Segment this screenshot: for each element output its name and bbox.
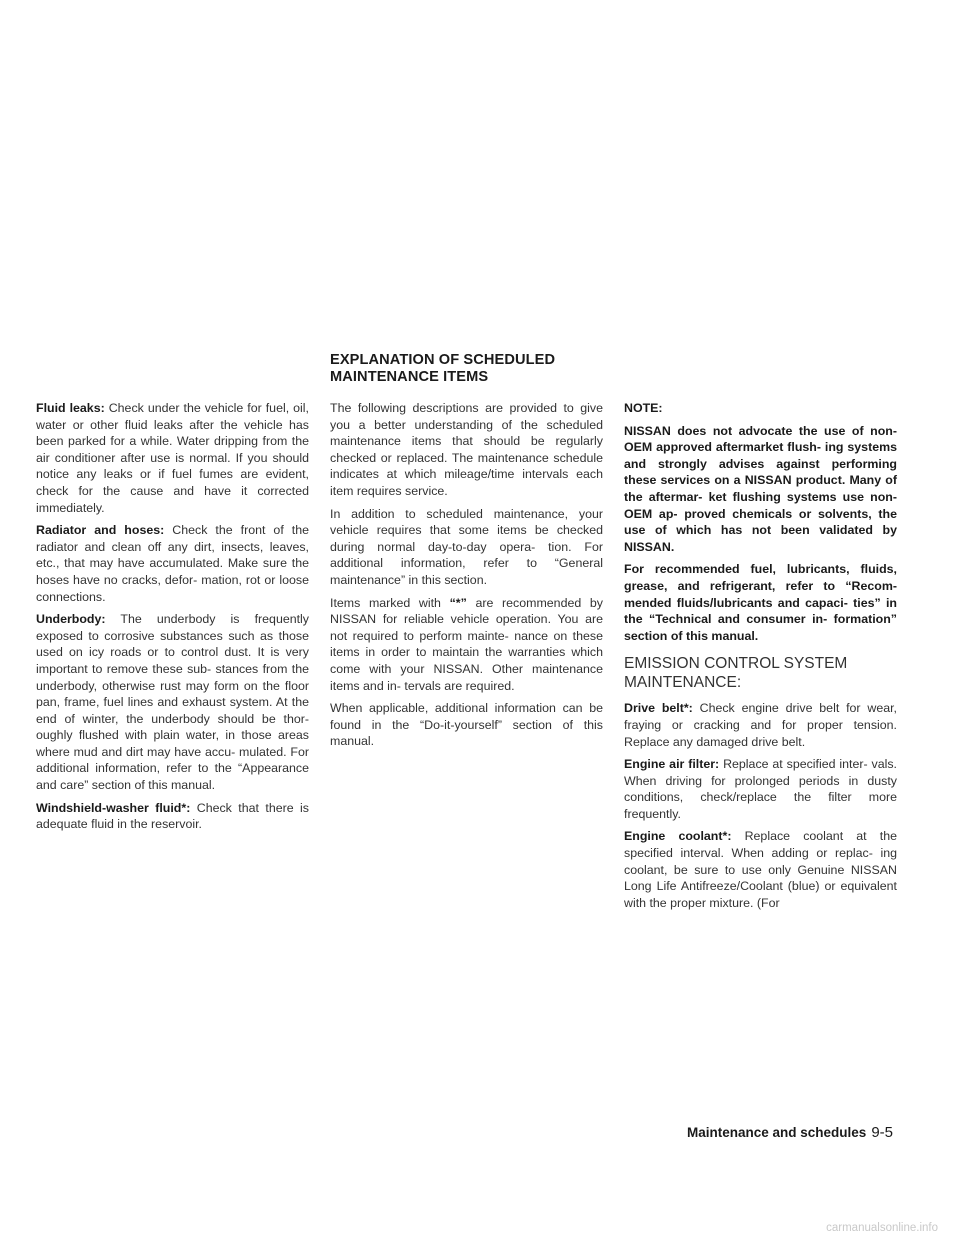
emission-heading-line2: MAINTENANCE: bbox=[624, 674, 742, 692]
emission-heading-line1: EMISSION CONTROL SYSTEM bbox=[624, 655, 848, 673]
footer-section-title: Maintenance and schedules bbox=[687, 1125, 867, 1140]
marked-items-paragraph bbox=[330, 595, 603, 695]
section-title-line2: MAINTENANCE ITEMS bbox=[330, 369, 489, 385]
radiator-paragraph bbox=[36, 522, 309, 605]
coolant-label: Engine coolant*: bbox=[624, 829, 732, 844]
underbody-text: The underbody is frequently exposed to corrosive substances such as those used on icy roads or to control dust. It is very important to remove these sub- stances from the underbody, otherwise rust may form on the floor pan, frame, fuel lines and exhaust system. At the end of winter, the underbody should be thor- oughly flushed with plain water, in those areas where mud and dirt may have accu- mulated. For additional information, refer to the “Appearance and care” section of this manual. bbox=[36, 612, 310, 793]
intro-paragraph: The following descriptions are provided to give you a better understanding of the scheduled maintenance items that should be regularly checked or replaced. The maintenance schedule indicates at which mileage/time intervals each item requires service. bbox=[330, 401, 603, 498]
diy-paragraph: When applicable, additional information can be found in the “Do-it-yourself” section of this manual. bbox=[330, 701, 603, 749]
drive-belt-label: Drive belt*: bbox=[624, 701, 693, 716]
fluid-leaks-label: Fluid leaks: bbox=[36, 401, 105, 415]
radiator-label: Radiator and hoses: bbox=[36, 523, 165, 538]
marked-items-post: are recommended by NISSAN for reliable vehicle operation. You are not required to perform mainte- nance on these items in order to maintain the warranties which come with your NISSAN. Other maintenance items and in- tervals are required. bbox=[330, 595, 603, 693]
air-filter-label: Engine air filter: bbox=[624, 757, 720, 772]
marked-items-pre: Items marked with bbox=[330, 595, 441, 610]
radiator-text: Check the front of the radiator and clean off any dirt, insects, leaves, etc., that may have accumulated. Make sure the hoses have no cracks, defor- mation, rot or loose connections. bbox=[36, 523, 310, 604]
section-title-line1: EXPLANATION OF SCHEDULED bbox=[330, 352, 556, 368]
asterisk-symbol: “*” bbox=[449, 595, 467, 610]
underbody-label: Underbody: bbox=[36, 612, 106, 627]
section-title bbox=[330, 352, 555, 386]
drive-belt-text: Check engine drive belt for wear, fraying or cracking and for proper tension. Replace any damaged drive belt. bbox=[624, 701, 897, 749]
air-filter-paragraph bbox=[624, 756, 897, 822]
coolant-paragraph bbox=[624, 828, 897, 911]
note-paragraph-fluids: For recommended fuel, lubricants, fluids, grease, and refrigerant, refer to “Recom- mended fluids/lubricants and capaci- ties” in the “Technical and consumer in- formation” section of this manual. bbox=[624, 562, 897, 643]
drive-belt-paragraph bbox=[624, 700, 897, 750]
column-left bbox=[36, 400, 309, 839]
washer-fluid-paragraph bbox=[36, 800, 309, 833]
column-middle bbox=[330, 400, 603, 756]
fluid-leaks-text: Check under the vehicle for fuel, oil, water or other fluid leaks after the vehicle has been parked for a while. Water dripping from the air conditioner after use is normal. If you should notice any leaks or if fuel fumes are evident, check for the cause and have it corrected immediately. bbox=[36, 401, 309, 515]
column-right bbox=[624, 400, 897, 917]
washer-fluid-text: Check that there is adequate fluid in the reservoir. bbox=[36, 800, 309, 832]
page-number: 9-5 bbox=[871, 1124, 893, 1141]
watermark-text: carmanualsonline.info bbox=[826, 1222, 938, 1234]
note-paragraph-oem: NISSAN does not advocate the use of non-OEM approved aftermarket flush- ing systems and strongly advises against performing these services on a NISSAN product. Many of the aftermar- ket flushing systems use non-OEM ap- proved chemicals or solvents, the use of which has not been validated by NISSAN. bbox=[624, 423, 897, 554]
note-heading: NOTE: bbox=[624, 401, 663, 415]
washer-fluid-label: Windshield-washer fluid*: bbox=[36, 800, 191, 815]
emission-control-heading bbox=[624, 654, 897, 692]
underbody-paragraph bbox=[36, 611, 309, 794]
page-footer bbox=[687, 1124, 893, 1141]
air-filter-text: Replace at specified inter- vals. When driving for prolonged periods in dusty conditions, check/replace the filter more frequently. bbox=[624, 757, 897, 821]
general-maintenance-paragraph: In addition to scheduled maintenance, your vehicle requires that some items be checked during normal day-to-day opera- tion. For additional information, refer to “General maintenance” in this section. bbox=[330, 506, 603, 587]
coolant-text: Replace coolant at the specified interval. When adding or replac- ing coolant, be sure to use only Genuine NISSAN Long Life Antifreeze/Coolant (blue) or equivalent with the proper mixture. (For bbox=[624, 829, 897, 910]
fluid-leaks-paragraph bbox=[36, 400, 309, 516]
